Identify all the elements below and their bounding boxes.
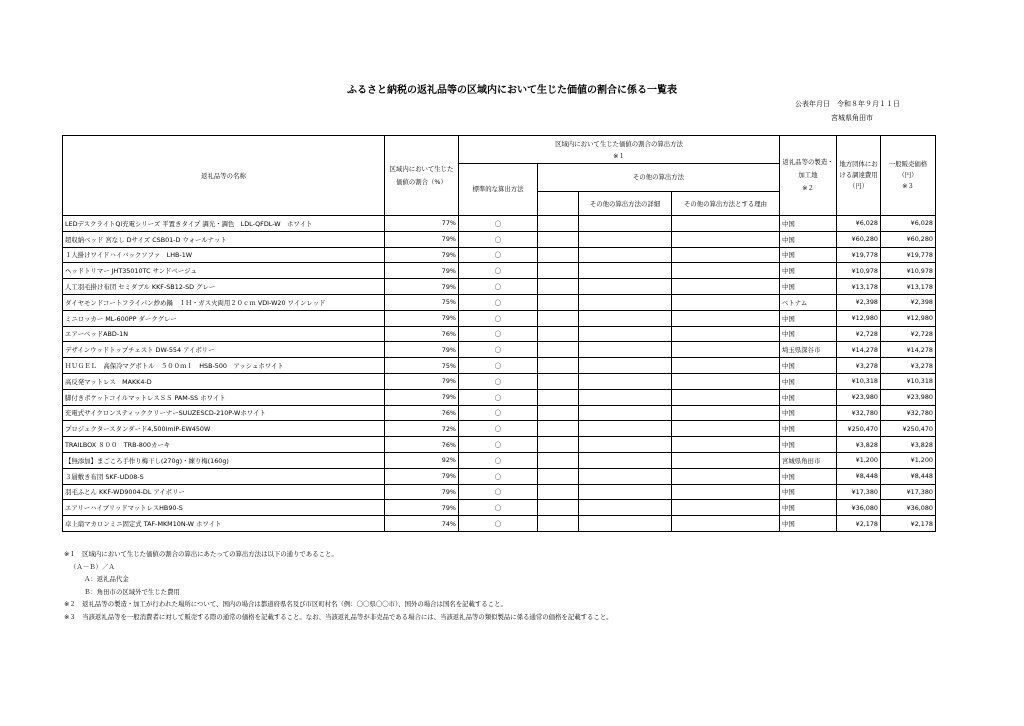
cell-standard: 〇 bbox=[459, 500, 538, 516]
cell-spacer bbox=[538, 231, 579, 247]
table-row bbox=[63, 405, 936, 421]
cell-origin: 中国 bbox=[780, 437, 837, 453]
cell-standard: 〇 bbox=[459, 294, 538, 310]
cell-spacer bbox=[538, 310, 579, 326]
cell-origin: 中国 bbox=[780, 468, 837, 484]
cell-price: ¥13,178 bbox=[881, 279, 936, 295]
cell-other-reason bbox=[672, 373, 780, 389]
cell-standard: 〇 bbox=[459, 279, 538, 295]
cell-spacer bbox=[538, 389, 579, 405]
cell-other-reason bbox=[672, 247, 780, 263]
table-row bbox=[63, 279, 936, 295]
cell-ratio: 79% bbox=[385, 231, 459, 247]
cell-spacer bbox=[538, 437, 579, 453]
cell-other-reason bbox=[672, 216, 780, 232]
cell-name: 高反発マットレス MAKK4-D bbox=[63, 373, 385, 389]
cell-other-reason bbox=[672, 437, 780, 453]
table-row bbox=[63, 326, 936, 342]
cell-origin: 中国 bbox=[780, 421, 837, 437]
cell-standard: 〇 bbox=[459, 389, 538, 405]
cell-other-reason bbox=[672, 294, 780, 310]
municipality: 宮城県角田市 bbox=[831, 114, 873, 122]
cell-ratio: 72% bbox=[385, 421, 459, 437]
cell-ratio: 79% bbox=[385, 247, 459, 263]
cell-ratio: 75% bbox=[385, 358, 459, 374]
cell-ratio: 79% bbox=[385, 373, 459, 389]
note-2: ※２ 返礼品等の製造・加工が行われた場所について、国内の場合は都道府県名及び市区町村名（例：〇〇県〇〇市）、国外の場合は国名を記載すること。 bbox=[64, 600, 507, 609]
cell-other-detail bbox=[579, 405, 672, 421]
cell-name: 羽毛ふとん KKF-WD9004-DL アイボリー bbox=[63, 484, 385, 500]
cell-ratio: 74% bbox=[385, 516, 459, 532]
cell-price: ¥6,028 bbox=[881, 216, 936, 232]
cell-name: １人掛けワイドハイバックソファ LHB-1W bbox=[63, 247, 385, 263]
cell-other-detail bbox=[579, 500, 672, 516]
cell-other-detail bbox=[579, 326, 672, 342]
header-other: その他の算出方法 bbox=[538, 164, 780, 192]
cell-name: 卓上扇マカロンミニ固定式 TAF-MKM10N-W ホワイト bbox=[63, 516, 385, 532]
cell-other-detail bbox=[579, 247, 672, 263]
cell-standard: 〇 bbox=[459, 452, 538, 468]
header-spacer bbox=[538, 192, 579, 216]
cell-spacer bbox=[538, 294, 579, 310]
cell-other-reason bbox=[672, 342, 780, 358]
date-label: 公表年月日 bbox=[795, 100, 830, 108]
cell-name: 人工羽毛掛け布団 セミダブル KKF-SB12-SD グレー bbox=[63, 279, 385, 295]
cell-origin: 中国 bbox=[780, 389, 837, 405]
cell-name: 充電式サイクロンスティッククリーナーSUUZESCD-210P-Wホワイト bbox=[63, 405, 385, 421]
header-standard: 標準的な算出方法 bbox=[459, 164, 538, 216]
cell-name: エアリーハイブリッドマットレスHB90-S bbox=[63, 500, 385, 516]
cell-cost: ¥23,980 bbox=[837, 389, 881, 405]
cell-other-reason bbox=[672, 326, 780, 342]
cell-name: ミニロッカー ML-600PP ダークグレー bbox=[63, 310, 385, 326]
cell-standard: 〇 bbox=[459, 421, 538, 437]
cell-other-reason bbox=[672, 389, 780, 405]
cell-price: ¥36,080 bbox=[881, 500, 936, 516]
note-a: Ａ：返礼品代金 bbox=[84, 575, 129, 584]
table-row bbox=[63, 484, 936, 500]
table-row bbox=[63, 421, 936, 437]
cell-standard: 〇 bbox=[459, 263, 538, 279]
cell-origin: 中国 bbox=[780, 500, 837, 516]
cell-price: ¥10,978 bbox=[881, 263, 936, 279]
header-method-group bbox=[459, 136, 780, 164]
cell-cost: ¥8,448 bbox=[837, 468, 881, 484]
cell-other-detail bbox=[579, 389, 672, 405]
cell-ratio: 76% bbox=[385, 437, 459, 453]
cell-other-reason bbox=[672, 405, 780, 421]
cell-standard: 〇 bbox=[459, 437, 538, 453]
table-row bbox=[63, 452, 936, 468]
cell-cost: ¥19,778 bbox=[837, 247, 881, 263]
cell-ratio: 76% bbox=[385, 405, 459, 421]
cell-other-reason bbox=[672, 279, 780, 295]
table-row bbox=[63, 342, 936, 358]
cell-standard: 〇 bbox=[459, 358, 538, 374]
cell-origin: 中国 bbox=[780, 279, 837, 295]
cell-price: ¥10,318 bbox=[881, 373, 936, 389]
header-price bbox=[881, 136, 936, 216]
cell-price: ¥17,380 bbox=[881, 484, 936, 500]
note-3: ※３ 当該返礼品等を一般消費者に対して販売する際の通常の価格を記載すること。なお、当該返礼品等が非売品である場合には、当該返礼品等の類似製品に係る通常の価格を記載すること。 bbox=[64, 612, 613, 621]
table-row bbox=[63, 389, 936, 405]
table-row bbox=[63, 500, 936, 516]
cell-other-detail bbox=[579, 310, 672, 326]
cell-other-detail bbox=[579, 421, 672, 437]
origin-note: ※２ bbox=[802, 184, 814, 192]
cell-price: ¥1,200 bbox=[881, 452, 936, 468]
cell-name: ダイヤモンドコートフライパン炒め鍋 ＩＨ・ガス火両用２０ｃｍ VDI-W20 ワインレッド bbox=[63, 294, 385, 310]
cell-origin: 中国 bbox=[780, 373, 837, 389]
cell-cost: ¥10,978 bbox=[837, 263, 881, 279]
cell-other-reason bbox=[672, 421, 780, 437]
note-1: ※１ 区域内において生じた価値の割合の算出にあたっての算出方法は以下の通りであること。 bbox=[64, 550, 338, 558]
cell-cost: ¥12,980 bbox=[837, 310, 881, 326]
cell-spacer bbox=[538, 373, 579, 389]
cell-spacer bbox=[538, 342, 579, 358]
cell-spacer bbox=[538, 326, 579, 342]
cell-price: ¥19,778 bbox=[881, 247, 936, 263]
cell-cost: ¥2,178 bbox=[837, 516, 881, 532]
header-ratio: 区域内において生じた価値の割合（%） bbox=[385, 136, 459, 216]
cell-cost: ¥13,178 bbox=[837, 279, 881, 295]
cell-ratio: 79% bbox=[385, 389, 459, 405]
cell-price: ¥2,728 bbox=[881, 326, 936, 342]
note-formula: （Ａ－Ｂ）／Ａ bbox=[70, 562, 115, 571]
price-note: ※３ bbox=[902, 182, 914, 190]
cell-spacer bbox=[538, 279, 579, 295]
cell-other-detail bbox=[579, 373, 672, 389]
cell-cost: ¥3,828 bbox=[837, 437, 881, 453]
header-other-detail: その他の算出方法の詳細 bbox=[579, 192, 672, 216]
table-row bbox=[63, 294, 936, 310]
cell-cost: ¥6,028 bbox=[837, 216, 881, 232]
cell-price: ¥32,780 bbox=[881, 405, 936, 421]
origin-label: 返礼品等の製造・加工地 bbox=[782, 158, 834, 179]
cell-price: ¥2,178 bbox=[881, 516, 936, 532]
cell-other-detail bbox=[579, 231, 672, 247]
cell-price: ¥14,278 bbox=[881, 342, 936, 358]
cell-price: ¥12,980 bbox=[881, 310, 936, 326]
cell-spacer bbox=[538, 500, 579, 516]
cell-standard: 〇 bbox=[459, 231, 538, 247]
method-note: ※１ bbox=[613, 151, 625, 160]
cell-ratio: 79% bbox=[385, 342, 459, 358]
table-row bbox=[63, 310, 936, 326]
table-row bbox=[63, 216, 936, 232]
cell-origin: 中国 bbox=[780, 310, 837, 326]
cell-spacer bbox=[538, 516, 579, 532]
cell-price: ¥8,448 bbox=[881, 468, 936, 484]
publication-date bbox=[795, 99, 900, 109]
cell-other-detail bbox=[579, 484, 672, 500]
cell-cost: ¥36,080 bbox=[837, 500, 881, 516]
cell-name: デザインウッドトップチェスト DW-554 アイボリー bbox=[63, 342, 385, 358]
cell-origin: 中国 bbox=[780, 516, 837, 532]
table-row bbox=[63, 358, 936, 374]
cell-other-detail bbox=[579, 437, 672, 453]
cell-ratio: 79% bbox=[385, 468, 459, 484]
method-group-label: 区域内において生じた価値の割合の算出方法 bbox=[555, 139, 683, 148]
cell-ratio: 79% bbox=[385, 484, 459, 500]
header-origin bbox=[780, 136, 837, 216]
cell-spacer bbox=[538, 358, 579, 374]
cell-other-reason bbox=[672, 452, 780, 468]
cell-standard: 〇 bbox=[459, 247, 538, 263]
cell-cost: ¥3,278 bbox=[837, 358, 881, 374]
cell-origin: 宮城県角田市 bbox=[780, 452, 837, 468]
cell-name: ３層敷き布団 SKF-UD08-S bbox=[63, 468, 385, 484]
cell-origin: ベトナム bbox=[780, 294, 837, 310]
cell-name: ＨＵＧＥＬ 高保冷マグボトル ５００ｍｌ HSB-500 アッシュホワイト bbox=[63, 358, 385, 374]
cell-ratio: 76% bbox=[385, 326, 459, 342]
cell-origin: 中国 bbox=[780, 231, 837, 247]
cell-cost: ¥2,398 bbox=[837, 294, 881, 310]
gift-table bbox=[62, 135, 936, 532]
cell-origin: 中国 bbox=[780, 405, 837, 421]
cell-standard: 〇 bbox=[459, 342, 538, 358]
cell-cost: ¥32,780 bbox=[837, 405, 881, 421]
page-title: ふるさと納税の返礼品等の区域内において生じた価値の割合に係る一覧表 bbox=[347, 85, 677, 96]
cell-cost: ¥60,280 bbox=[837, 231, 881, 247]
cell-other-detail bbox=[579, 216, 672, 232]
cell-name: 脚付きポケットコイルマットレスＳＳ PAM-SS ホワイト bbox=[63, 389, 385, 405]
cell-ratio: 75% bbox=[385, 294, 459, 310]
notes bbox=[64, 548, 613, 624]
cell-spacer bbox=[538, 468, 579, 484]
cell-origin: 中国 bbox=[780, 247, 837, 263]
cell-name: TRAILBOX ８００ TRB-800カーキ bbox=[63, 437, 385, 453]
cell-standard: 〇 bbox=[459, 405, 538, 421]
cell-origin: 埼玉県深谷市 bbox=[780, 342, 837, 358]
cell-ratio: 79% bbox=[385, 279, 459, 295]
cell-other-detail bbox=[579, 342, 672, 358]
table-row bbox=[63, 263, 936, 279]
cell-price: ¥3,828 bbox=[881, 437, 936, 453]
cell-other-reason bbox=[672, 500, 780, 516]
cell-standard: 〇 bbox=[459, 326, 538, 342]
cell-spacer bbox=[538, 216, 579, 232]
cell-standard: 〇 bbox=[459, 373, 538, 389]
cell-other-reason bbox=[672, 263, 780, 279]
cell-standard: 〇 bbox=[459, 484, 538, 500]
price-label: 一般販売価格（円） bbox=[888, 160, 928, 179]
cell-other-detail bbox=[579, 279, 672, 295]
date-value: 令和８年９月１１日 bbox=[837, 100, 900, 108]
cell-ratio: 77% bbox=[385, 216, 459, 232]
cell-standard: 〇 bbox=[459, 310, 538, 326]
cell-name: LEDデスクライトQi充電シリーズ 平置きタイプ 調光・調色 LDL-QFDL-W ホワイト bbox=[63, 216, 385, 232]
cell-cost: ¥1,200 bbox=[837, 452, 881, 468]
cell-price: ¥23,980 bbox=[881, 389, 936, 405]
table-body bbox=[63, 216, 936, 532]
cell-price: ¥3,278 bbox=[881, 358, 936, 374]
cell-ratio: 79% bbox=[385, 310, 459, 326]
cell-other-detail bbox=[579, 452, 672, 468]
table-row bbox=[63, 373, 936, 389]
cell-other-reason bbox=[672, 484, 780, 500]
cell-price: ¥250,470 bbox=[881, 421, 936, 437]
cell-origin: 中国 bbox=[780, 263, 837, 279]
cell-other-detail bbox=[579, 263, 672, 279]
cell-cost: ¥2,728 bbox=[837, 326, 881, 342]
cell-ratio: 92% bbox=[385, 452, 459, 468]
cell-name: ヘッドトリマー JHT35010TC サンドベージュ bbox=[63, 263, 385, 279]
cell-price: ¥2,398 bbox=[881, 294, 936, 310]
cell-spacer bbox=[538, 421, 579, 437]
cell-spacer bbox=[538, 263, 579, 279]
cell-price: ¥60,280 bbox=[881, 231, 936, 247]
cell-other-reason bbox=[672, 468, 780, 484]
cell-spacer bbox=[538, 484, 579, 500]
cell-cost: ¥17,380 bbox=[837, 484, 881, 500]
cell-origin: 中国 bbox=[780, 484, 837, 500]
cell-spacer bbox=[538, 452, 579, 468]
cell-other-reason bbox=[672, 358, 780, 374]
cell-cost: ¥250,470 bbox=[837, 421, 881, 437]
table-row bbox=[63, 516, 936, 532]
header-cost: 地方団体における調達費用（円） bbox=[837, 136, 881, 216]
cell-name: エアーベッドABD-1N bbox=[63, 326, 385, 342]
cell-origin: 中国 bbox=[780, 358, 837, 374]
table-row bbox=[63, 437, 936, 453]
cell-name: 超収納ベッド 宮なし Dサイズ CSB01-D ウォールナット bbox=[63, 231, 385, 247]
cell-other-detail bbox=[579, 468, 672, 484]
cell-name: 【無添加】まごころ手作り梅干し(270g)・練り梅(160g) bbox=[63, 452, 385, 468]
header-other-reason: その他の算出方法とする理由 bbox=[672, 192, 780, 216]
cell-spacer bbox=[538, 247, 579, 263]
cell-ratio: 79% bbox=[385, 263, 459, 279]
note-b: Ｂ：角田市の区域外で生じた費用 bbox=[84, 587, 180, 596]
cell-other-reason bbox=[672, 310, 780, 326]
cell-standard: 〇 bbox=[459, 216, 538, 232]
cell-ratio: 79% bbox=[385, 500, 459, 516]
table-row bbox=[63, 468, 936, 484]
cell-cost: ¥10,318 bbox=[837, 373, 881, 389]
cell-standard: 〇 bbox=[459, 468, 538, 484]
table-row bbox=[63, 231, 936, 247]
header-name: 返礼品等の名称 bbox=[63, 136, 385, 216]
cell-other-reason bbox=[672, 516, 780, 532]
cell-origin: 中国 bbox=[780, 326, 837, 342]
cell-name: プロジェクタースタンダード4,500lmIP-EW450W bbox=[63, 421, 385, 437]
cell-cost: ¥14,278 bbox=[837, 342, 881, 358]
cell-standard: 〇 bbox=[459, 516, 538, 532]
table-row bbox=[63, 247, 936, 263]
cell-origin: 中国 bbox=[780, 216, 837, 232]
cell-other-detail bbox=[579, 294, 672, 310]
cell-other-reason bbox=[672, 231, 780, 247]
cell-other-detail bbox=[579, 358, 672, 374]
cell-other-detail bbox=[579, 516, 672, 532]
cell-spacer bbox=[538, 405, 579, 421]
